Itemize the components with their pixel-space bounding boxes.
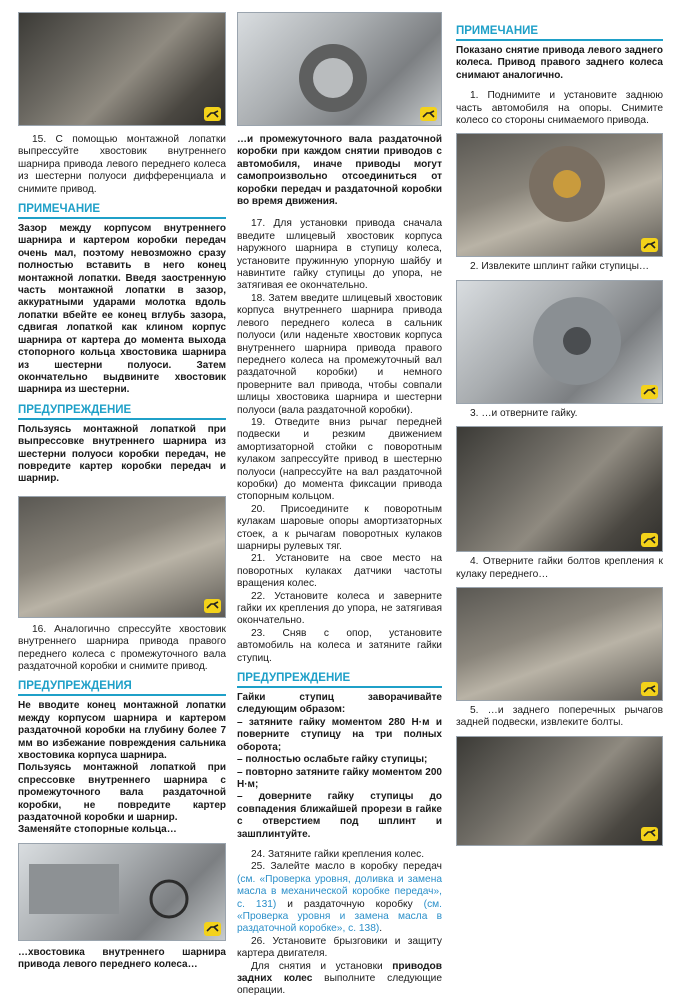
note-box-col3 [456,24,663,82]
warning-line-5: – доверните гайку ступицы до совпадения ближайшей прорези в гайке с отверстием под шплинт и зашплинтуйте. [237,791,442,840]
column-1 [18,0,226,972]
warning-line-2: – затяните гайку моментом 280 Н·м и поверните ступицу на три полных оборота; [237,716,442,753]
step-25-text-a: 25. Залейте масло в коробку передач [251,861,442,873]
warning-title-2: ПРЕДУПРЕЖДЕНИЯ [18,679,226,696]
warning-text-2c: Заменяйте стопорные кольца… [18,824,177,836]
hub-drawing [238,13,442,125]
wrench-badge-icon [204,107,221,121]
step-25-text-c: . [379,923,383,935]
photo-transfer-case [18,496,226,618]
step-15: 15. С помощью монтажной лопатки выпрессуйте хвостовик внутреннего шарнира привода левого переднего колеса из шестерни полуоси дифференциала и снимите привод. [18,134,226,195]
warning-text-1: Пользуясь монтажной лопаткой при выпрессовке внутреннего шарнира из шестерни полуоси коробки передач, не повредите картер коробки передач и шарнир. [18,423,226,485]
column-2 [237,0,442,998]
wrench-badge-icon [641,533,658,547]
step-5: 5. …и заднего поперечных рычагов задней подвески, извлеките болты. [456,705,663,729]
step-4: 4. Отверните гайки болтов крепления к кулаку переднего… [456,556,663,580]
final-text-c: выполните следующие операции. [237,973,442,997]
photo-front-arm [456,426,663,552]
photo-rear-arm [456,587,663,701]
step-1: 1. Поднимите и установите заднюю часть автомобиля на опоры. Снимите колесо со стороны снимаемого привода. [456,90,663,127]
snap-ring-drawing [19,844,226,940]
final-text-b: приводов задних колес [237,960,442,984]
step-22: 22. Установите колеса и заверните гайки их крепления до упора, не затягивая окончательно. [237,590,442,627]
wrench-badge-icon [641,827,658,841]
photo-snap-ring [18,843,226,941]
wrench-badge-icon [641,682,658,696]
warning-line-3: – полностью ослабьте гайку ступицы; [237,754,428,766]
column-3 [456,0,663,846]
note-text-col3: Показано снятие привода левого заднего колеса. Привод правого заднего колеса снимают аналогично. [456,45,663,81]
note-text: Зазор между корпусом внутреннего шарнира и картером коробки передач очень мал, поэтому невозможно сразу полностью вставить в него конец монтажной лопатки. Введя заостренную часть монтажной лопатки в зазор, аккуратными ударами молотка вдоль лопатки вбейте ее конец вглубь зазора, сдвигая лопаткой как клином корпус шарнира от картера до момента выхода стопорного кольца хвостовика шарнира из шестерни полуоси. Затем окончательно выдвините хвостовик шарнира из шестерни. [18,223,226,396]
warning-text-2b: Пользуясь монтажной лопаткой при спрессовке внутреннего шарнира с промежуточного вала раздаточной коробки, не повредите картер раздаточной коробки и шарнир. [18,762,226,824]
caption-top-col2: …и промежуточного вала раздаточной коробки при каждом снятии приводов с автомобиля, иначе приводы могут самопроизвольно отсоединиться от коробки передач и раздаточной коробки во время движения. [237,134,442,208]
note-box [18,202,226,397]
warning-box-2 [18,679,226,836]
step-3: 3. …и отверните гайку. [470,407,578,419]
warning-box-1 [18,403,226,486]
step-25 [237,861,442,935]
photo-hub-splines [237,12,442,126]
wrench-badge-icon [641,385,658,399]
warning-line-1: Гайки ступиц заворачивайте следующим образом: [237,692,442,716]
step-25-link-1[interactable]: (см. «Проверка уровня, доливка и замена масла в механической коробке передач», с. 131) [237,873,442,910]
note-title: ПРИМЕЧАНИЕ [18,202,226,219]
hub-cotter-drawing [457,134,663,256]
step-17: 17. Для установки привода сначала введите шлицевый хвостовик корпуса наружного шарнира в ступицу колеса, установите пружинную упорную шайбу и навинтите гайку ступицы до упора, не затягивая ее окончательно. [237,218,442,292]
photo-hub-cotter [456,133,663,257]
warning-title-col2: ПРЕДУПРЕЖДЕНИЕ [237,671,442,688]
photo-bolts [456,736,663,846]
step-25-text-b: и раздаточную коробку [276,898,424,910]
step-20: 20. Присоедините к поворотным кулакам шаровые опоры амортизаторных стоек, а к рычагам поворотных кулаков шарниры рулевых тяг. [237,503,442,552]
photo-gearbox-joint [18,12,226,126]
warning-box-col2 [237,671,442,841]
wrench-badge-icon [420,107,437,121]
step-21: 21. Установите на свое место на поворотных кулаках датчики частоты вращения колес. [237,553,442,590]
step-16: 16. Аналогично спрессуйте хвостовик внутреннего шарнира привода правого переднего колеса с промежуточного вала раздаточной коробки и снимите привод. [18,623,226,672]
step-24: 24. Затяните гайки крепления колес. [251,848,425,860]
caption-bottom-col1: …хвостовика внутреннего шарнира привода левого переднего колеса… [18,946,226,971]
photo-hub-nut [456,280,663,404]
note-title-col3: ПРИМЕЧАНИЕ [456,24,663,41]
wrench-badge-icon [204,599,221,613]
step-26: 26. Установите брызговики и защиту картера двигателя. [237,935,442,960]
step-23: 23. Сняв с опор, установите автомобиль на колеса и затяните гайки ступиц. [237,627,442,664]
final-paragraph [237,961,442,998]
step-2: 2. Извлеките шплинт гайки ступицы… [470,261,650,273]
wrench-badge-icon [204,922,221,936]
warning-line-4: – повторно затяните гайку моментом 200 Н·м; [237,766,442,790]
step-18: 18. Затем введите шлицевый хвостовик корпуса внутреннего шарнира привода левого переднего колеса в сальник полуоси (или наденьте хвостовик корпуса внутреннего шарнира привода правого переднего колеса на промежуточный вал раздаточной коробки) и немного проверните вал привода, чтобы совпали шлицы хвостовика шарнира и шестерни полуоси (вала раздаточной коробки). [237,292,442,416]
hub-nut-drawing [457,281,663,403]
warning-title-1: ПРЕДУПРЕЖДЕНИЕ [18,403,226,420]
step-19: 19. Отведите вниз рычаг передней подвески и резким движением амортизаторной стойки с поворотным кулаком запрессуйте привод в шестерню полуоси (напрессуйте на вал раздаточной коробки) до момента фиксации привода стопорным кольцом. [237,416,442,503]
final-text-a: Для снятия и установки [251,960,393,972]
step-25-link-2[interactable]: (см. «Проверка уровня и замена масла в раздаточной коробке», с. 138) [237,898,442,935]
warning-text-2a: Не вводите конец монтажной лопатки между корпусом шарнира и картером раздаточной коробки на глубину более 7 мм во избежание повреждения сальника хвостовика корпуса шарнира. [18,700,226,761]
wrench-badge-icon [641,238,658,252]
